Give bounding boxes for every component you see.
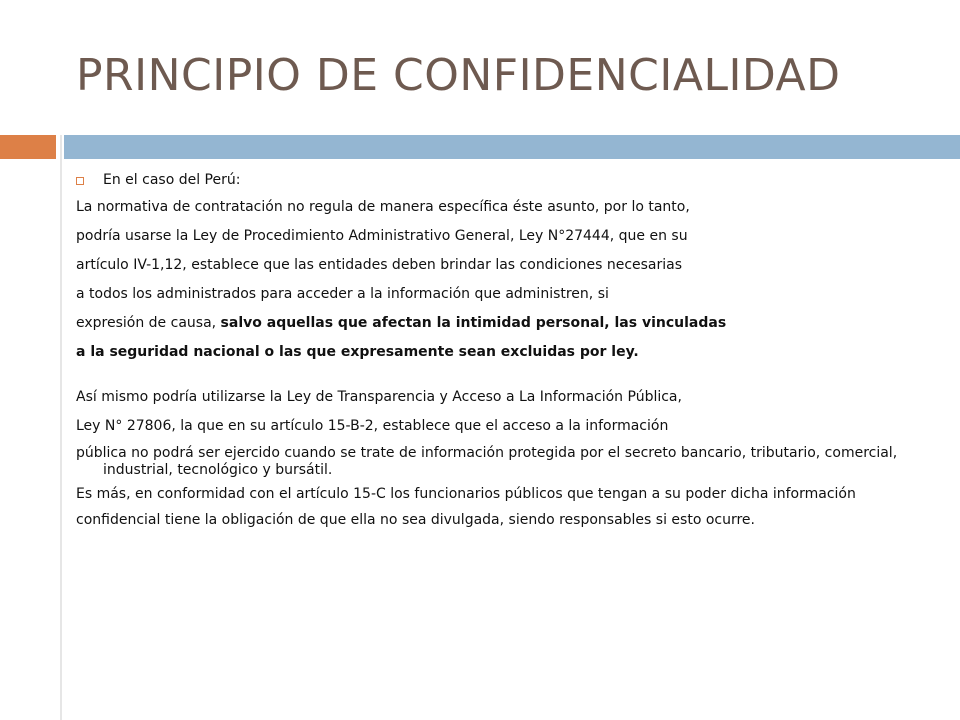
paragraph1-line: La normativa de contratación no regula de manera específica éste asunto, por lo tanto, <box>76 199 690 215</box>
paragraph2-line: confidencial tiene la obligación de que ella no sea divulgada, siendo responsables si esto ocurre. <box>76 512 755 528</box>
accent-bar-orange <box>0 135 56 159</box>
bullet-text: En el caso del Perú: <box>103 172 241 188</box>
paragraph1-line: a la seguridad nacional o las que expresamente sean excluidas por ley. <box>76 344 639 360</box>
paragraph2-line: Es más, en conformidad con el artículo 15-C los funcionarios públicos que tengan a su poder dicha información <box>76 486 856 502</box>
paragraph1-line: a todos los administrados para acceder a la información que administren, si <box>76 286 609 302</box>
paragraph1-line: podría usarse la Ley de Procedimiento Administrativo General, Ley N°27444, que en su <box>76 228 688 244</box>
paragraph2-line: Así mismo podría utilizarse la Ley de Transparencia y Acceso a La Información Pública, <box>76 389 682 405</box>
paragraph2-line: pública no podrá ser ejercido cuando se trate de información protegida por el secreto bancario, tributario, comercial, industrial, tecnológico y bursátil. <box>76 445 898 478</box>
paragraph1-line: expresión de causa, salvo aquellas que afectan la intimidad personal, las vinculadas <box>76 315 727 331</box>
slide-content <box>76 168 946 539</box>
bullet-item <box>76 168 946 193</box>
accent-divider <box>60 135 62 720</box>
square-bullet-icon <box>76 177 84 185</box>
paragraph2-line: Ley N° 27806, la que en su artículo 15-B-2, establece que el acceso a la información <box>76 418 669 434</box>
paragraph1-line: artículo IV-1,12, establece que las entidades deben brindar las condiciones necesarias <box>76 257 683 273</box>
slide-title: PRINCIPIO DE CONFIDENCIALIDAD <box>76 50 841 101</box>
accent-bar-blue <box>64 135 960 159</box>
